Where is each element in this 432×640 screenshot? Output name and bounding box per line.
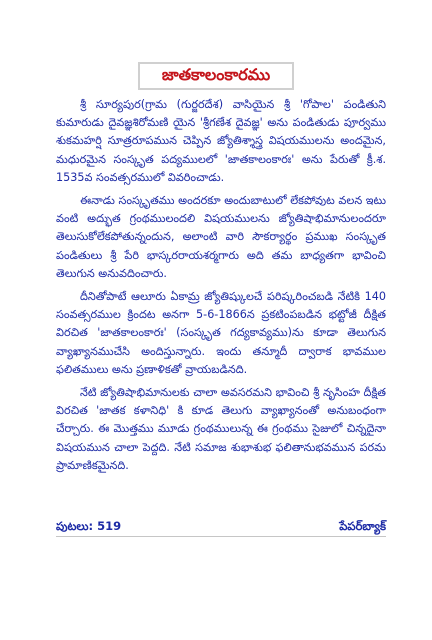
description-paragraph-4: నేటి జ్యోతిషాభిమానులకు చాలా అవసరమని భావించి శ్రీ నృసింహ దీక్షిత విరచిత 'జాతక కళానిధి' కి కూడ తెలుగు వ్యాఖ్యానంతో అనుబంధంగా చేర్చారు. ఈ మొత్తము మూడు గ్రంథములున్న ఈ గ్రంథము సైజులో చిన్నదైనా విషయమున చాలా పెద్దది. నేటి సమాజ శుభాశుభ ఫలితానుభవమున పరమ ప్రామాణికమైనది. bbox=[56, 386, 386, 472]
description-paragraph-2: ఈనాడు సంస్కృతము అందరకూ అందుబాటులో లేకపోవుట వలన ఇటు వంటి అద్భుత గ్రంథములందలి విషయములను జ్యోతిషాభిమానులందరూ తెలుసుకోలేకపోతున్నందున, అలాంటి వారి సౌకర్యార్థం ప్రముఖ సంస్కృత పండితులు శ్రీ పేరి భాస్కరరాయశర్మగారు అది తమ బాధ్యతగా భావించి తెలుగున అనువదించారు. bbox=[56, 194, 386, 280]
page-title: జాతకాలంకారము bbox=[161, 64, 271, 84]
footer-divider bbox=[56, 536, 386, 537]
page-count: పుటలు: 519 bbox=[56, 519, 122, 533]
description-text bbox=[56, 96, 386, 480]
binding-type: పేపర్‌బ్యాక్ bbox=[339, 519, 386, 533]
description-paragraph-1: శ్రీ సూర్యపుర(గ్రామ (గుర్జరదేశ) వాసియైన శ్రీ 'గోపాల' పండితుని కుమారుడు దైవజ్ఞశిరోమణి యైన 'శ్రీగణేశ దైవజ్ఞ' అను పండితుడు పూర్వము శుకమహర్షి సూత్రరూపమున చెప్పిన జ్యోతిశ్శాస్త్ర విషయములను అందమైన, మధురమైన సంస్కృత పద్యములలో 'జాతకాలంకారః' అను పేరుతో క్రీ.శ. 1535వ సంవత్సరములో వివరించాడు. bbox=[56, 98, 386, 184]
description-paragraph-3: దీనితోపాటే ఆలూరు ఏకామ్ర జ్యోతిష్కులచే పరిష్కరించబడి నేటికి 140 సంవత్సరముల క్రిందట అనగా 5-6-1866న ప్రకటింపబడిన భట్టోజీ దీక్షిత విరచిత 'జాతకాలంకారః' (సంస్కృత గద్యకావ్యము)ను కూడా తెలుగున వ్యాఖ్యానముచేసి అందిస్తున్నారు. ఇందు తన్మూదీ ద్వారాక భావముల ఫలితములు అను ప్రణాళికతో వ్రాయబడినది. bbox=[56, 290, 386, 376]
title-box bbox=[138, 62, 294, 90]
book-info-footer bbox=[56, 519, 386, 536]
